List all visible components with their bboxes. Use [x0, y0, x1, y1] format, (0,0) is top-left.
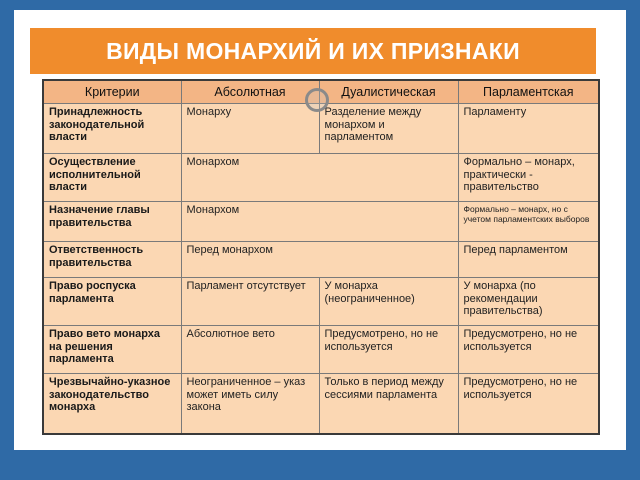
- criterion-cell: Ответственность правительства: [43, 242, 181, 278]
- criterion-cell: Принадлежность законодательной власти: [43, 104, 181, 154]
- bottom-frame-band: [14, 452, 626, 480]
- table-row: [43, 278, 599, 326]
- parliamentary-cell: Предусмотрено, но не используется: [458, 374, 599, 434]
- absolute-cell: Абсолютное вето: [181, 326, 319, 374]
- criterion-cell: Назначение главы правительства: [43, 202, 181, 242]
- dualistic-cell: У монарха (неограниченное): [319, 278, 458, 326]
- table-row: [43, 242, 599, 278]
- monarchy-table: [42, 79, 600, 435]
- absolute-cell: Монарху: [181, 104, 319, 154]
- parliamentary-cell: Предусмотрено, но не используется: [458, 326, 599, 374]
- header-dualistic: Дуалистическая: [319, 80, 458, 104]
- criterion-cell: Право роспуска парламента: [43, 278, 181, 326]
- absolute-cell: Парламент отсутствует: [181, 278, 319, 326]
- table-row: [43, 202, 599, 242]
- dualistic-cell: Только в период между сессиями парламента: [319, 374, 458, 434]
- criterion-cell: Право вето монарха на решения парламента: [43, 326, 181, 374]
- criterion-cell: Осуществление исполнительной власти: [43, 154, 181, 202]
- header-parliamentary: Парламентская: [458, 80, 599, 104]
- parliamentary-cell: Парламенту: [458, 104, 599, 154]
- criterion-cell: Чрезвычайно-указное законодательство монарха: [43, 374, 181, 434]
- parliamentary-cell: Перед парламентом: [458, 242, 599, 278]
- header-criteria: Критерии: [43, 80, 181, 104]
- monarchy-table-container: [42, 79, 598, 435]
- table-row: [43, 154, 599, 202]
- title-banner: [30, 28, 596, 74]
- absolute-dualistic-cell: Перед монархом: [181, 242, 458, 278]
- header-absolute: Абсолютная: [181, 80, 319, 104]
- parliamentary-cell: Формально – монарх, но с учетом парламентских выборов: [458, 202, 599, 242]
- absolute-dualistic-cell: Монархом: [181, 154, 458, 202]
- absolute-cell: Неограниченное – указ может иметь силу закона: [181, 374, 319, 434]
- table-row: [43, 374, 599, 434]
- dualistic-cell: Предусмотрено, но не используется: [319, 326, 458, 374]
- parliamentary-cell: Формально – монарх, практически - правительство: [458, 154, 599, 202]
- dualistic-cell: Разделение между монархом и парламентом: [319, 104, 458, 154]
- table-row: [43, 326, 599, 374]
- parliamentary-cell: У монарха (по рекомендации правительства): [458, 278, 599, 326]
- pointer-highlight-icon: [305, 88, 329, 112]
- absolute-dualistic-cell: Монархом: [181, 202, 458, 242]
- page-title: ВИДЫ МОНАРХИЙ И ИХ ПРИЗНАКИ: [106, 37, 520, 64]
